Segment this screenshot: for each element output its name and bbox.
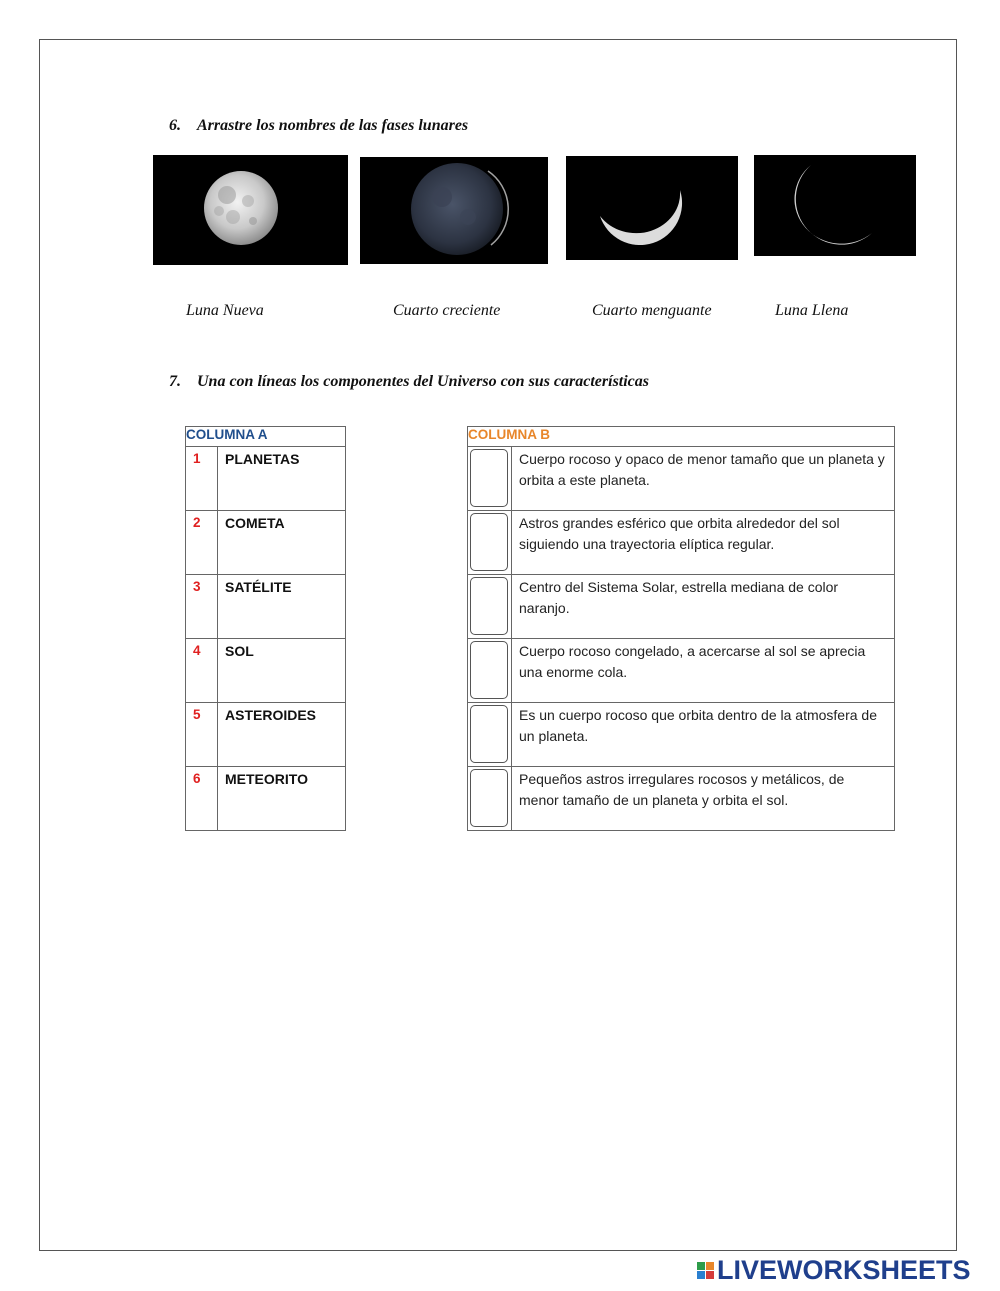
column-a-header: COLUMNA A — [186, 427, 346, 447]
section-7-heading — [169, 373, 649, 391]
column-a-number: 5 — [186, 703, 218, 767]
column-b-description: Es un cuerpo rocoso que orbita dentro de la atmosfera de un planeta. — [512, 703, 895, 767]
crescent-left-icon — [754, 155, 916, 256]
column-a-header-row — [186, 427, 346, 447]
column-a-table — [185, 426, 346, 831]
logo-text: LIVEWORKSHEETS — [717, 1255, 971, 1285]
column-b-description: Cuerpo rocoso congelado, a acercarse al sol se aprecia una enorme cola. — [512, 639, 895, 703]
new-moon-icon — [360, 157, 548, 264]
column-a-number: 2 — [186, 511, 218, 575]
column-a-number: 1 — [186, 447, 218, 511]
phase-label-luna-nueva[interactable]: Luna Nueva — [186, 302, 264, 319]
column-a-name: METEORITO — [218, 767, 346, 831]
answer-box-3[interactable] — [470, 577, 508, 635]
answer-box-1[interactable] — [470, 449, 508, 507]
column-b-row — [468, 639, 895, 703]
column-b-description: Cuerpo rocoso y opaco de menor tamaño que un planeta y orbita a este planeta. — [512, 447, 895, 511]
column-a-number: 3 — [186, 575, 218, 639]
logo-blocks-icon — [697, 1262, 714, 1279]
phase-label-cuarto-creciente[interactable]: Cuarto creciente — [393, 302, 501, 319]
crescent-image — [754, 155, 916, 256]
column-a-name: SOL — [218, 639, 346, 703]
column-b-description: Astros grandes esférico que orbita alrededor del sol siguiendo una trayectoria elíptica regular. — [512, 511, 895, 575]
column-a-name: PLANETAS — [218, 447, 346, 511]
column-b-table — [467, 426, 895, 831]
column-a-number: 6 — [186, 767, 218, 831]
answer-box-2[interactable] — [470, 513, 508, 571]
column-b-header-row — [468, 427, 895, 447]
column-b-description: Centro del Sistema Solar, estrella mediana de color naranjo. — [512, 575, 895, 639]
answer-box-6[interactable] — [470, 769, 508, 827]
column-a-name: COMETA — [218, 511, 346, 575]
column-a-name: SATÉLITE — [218, 575, 346, 639]
column-b-row — [468, 447, 895, 511]
column-a-row — [186, 703, 346, 767]
column-a-row — [186, 575, 346, 639]
column-a-row — [186, 511, 346, 575]
column-a-row — [186, 447, 346, 511]
answer-box-5[interactable] — [470, 705, 508, 763]
column-b-row — [468, 767, 895, 831]
column-b-row — [468, 511, 895, 575]
answer-box-4[interactable] — [470, 641, 508, 699]
column-b-row — [468, 703, 895, 767]
section-7-number: 7. — [169, 373, 181, 390]
liveworksheets-logo[interactable] — [697, 1257, 971, 1283]
column-a-row — [186, 639, 346, 703]
section-7-title: Una con líneas los componentes del Universo con sus características — [197, 373, 650, 390]
column-a-row — [186, 767, 346, 831]
column-a-number: 4 — [186, 639, 218, 703]
section-6-heading — [169, 117, 468, 135]
phase-label-cuarto-menguante[interactable]: Cuarto menguante — [592, 302, 712, 319]
section-6-number: 6. — [169, 117, 181, 134]
new-moon-image — [360, 157, 548, 264]
column-b-header: COLUMNA B — [468, 427, 895, 447]
full-moon-icon — [153, 155, 348, 265]
column-b-description: Pequeños astros irregulares rocosos y metálicos, de menor tamaño de un planeta y orbita el sol. — [512, 767, 895, 831]
section-6-title: Arrastre los nombres de las fases lunares — [197, 117, 469, 134]
crescent-bottom-icon — [566, 156, 738, 260]
phase-label-luna-llena[interactable]: Luna Llena — [775, 302, 849, 319]
full-moon-image — [153, 155, 348, 265]
column-b-row — [468, 575, 895, 639]
waning-crescent-image — [566, 156, 738, 260]
column-a-name: ASTEROIDES — [218, 703, 346, 767]
